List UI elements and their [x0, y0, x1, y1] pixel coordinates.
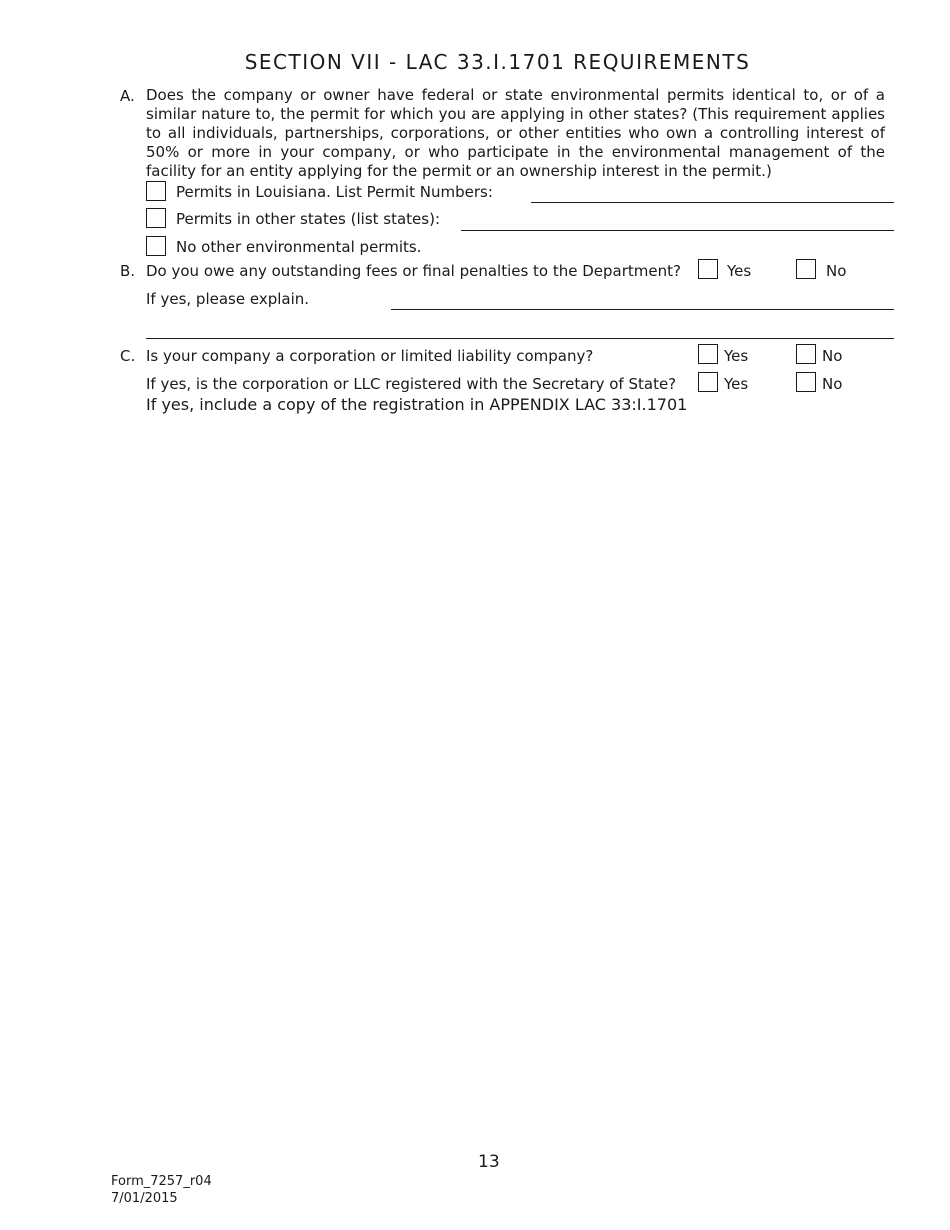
- question-c-followup-yes-checkbox[interactable]: [698, 372, 718, 392]
- section-title: SECTION VII - LAC 33.I.1701 REQUIREMENTS: [244, 50, 751, 74]
- permits-louisiana-label: Permits in Louisiana. List Permit Numbers:: [176, 183, 493, 201]
- question-a-text: Does the company or owner have federal or state environmental permits identical to, or of a similar nature to, the permit for which you are applying in other states? (This requirement applies to all individuals, partnerships, corporations, or other entities who own a controlling interest of 50% or more in your company, or who participate in the environmental management of the facility for an entity applying for the permit or an ownership interest in the permit.): [146, 86, 885, 180]
- permits-other-states-label: Permits in other states (list states):: [176, 210, 441, 228]
- question-c-followup-yes-label: Yes: [724, 375, 749, 393]
- footer-form-id: Form_7257_r04: [111, 1174, 212, 1189]
- question-c-no-checkbox[interactable]: [796, 344, 816, 364]
- question-b-yes-label: Yes: [727, 262, 752, 280]
- registration-note: If yes, include a copy of the registration in APPENDIX LAC 33:I.1701: [146, 395, 688, 414]
- permits-louisiana-checkbox[interactable]: [146, 181, 166, 201]
- question-b-letter: B.: [120, 262, 136, 280]
- question-c-followup-no-checkbox[interactable]: [796, 372, 816, 392]
- question-c-yes-checkbox[interactable]: [698, 344, 718, 364]
- page-number: 13: [478, 1152, 500, 1172]
- question-c-letter: C.: [120, 347, 136, 365]
- no-other-permits-checkbox[interactable]: [146, 236, 166, 256]
- question-b-no-checkbox[interactable]: [796, 259, 816, 279]
- question-c-yes-label: Yes: [724, 347, 749, 365]
- question-c-followup-no-label: No: [822, 375, 843, 393]
- no-other-permits-label: No other environmental permits.: [176, 238, 422, 256]
- question-a-letter: A.: [120, 87, 135, 105]
- question-c-no-label: No: [822, 347, 843, 365]
- permits-other-states-checkbox[interactable]: [146, 208, 166, 228]
- footer-date: 7/01/2015: [111, 1191, 178, 1206]
- question-b-no-label: No: [826, 262, 847, 280]
- question-b-yes-checkbox[interactable]: [698, 259, 718, 279]
- question-b-explain-line-2[interactable]: [146, 338, 894, 339]
- question-b-explain-label: If yes, please explain.: [146, 290, 310, 308]
- permits-louisiana-input-line[interactable]: [531, 202, 894, 203]
- question-b-text: Do you owe any outstanding fees or final penalties to the Department?: [146, 262, 681, 280]
- question-b-explain-line-1[interactable]: [391, 309, 894, 310]
- permits-other-states-input-line[interactable]: [461, 230, 894, 231]
- question-c-text: Is your company a corporation or limited liability company?: [146, 347, 594, 365]
- question-c-followup-text: If yes, is the corporation or LLC registered with the Secretary of State?: [146, 375, 677, 393]
